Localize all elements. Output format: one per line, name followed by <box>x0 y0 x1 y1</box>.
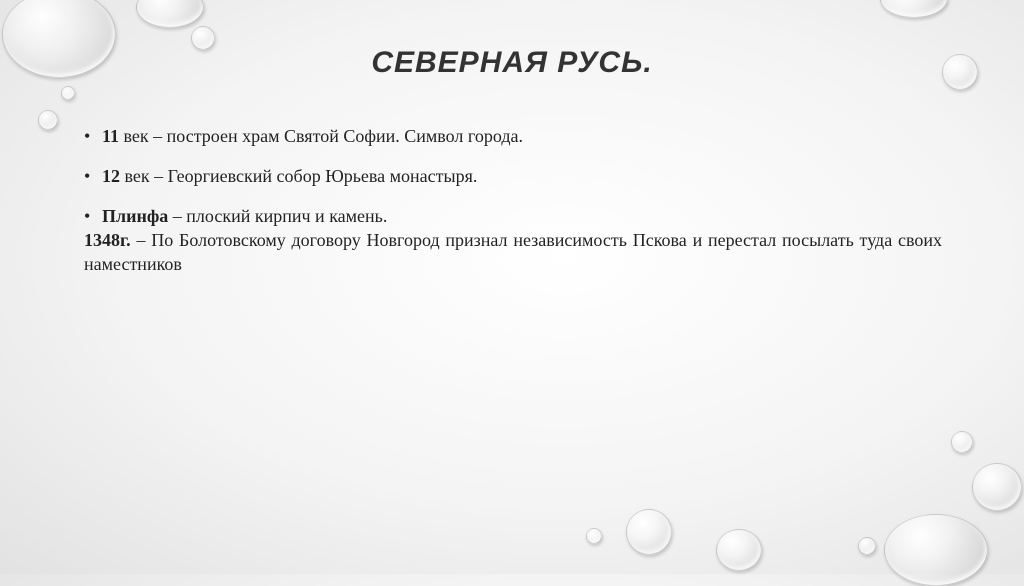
water-drop-icon <box>626 509 672 555</box>
bullet-text: век – построен храм Святой Софии. Символ города. <box>119 126 523 146</box>
bullet-dot: • <box>84 126 91 146</box>
water-drop-icon <box>880 0 948 18</box>
slide-content <box>84 124 942 276</box>
water-drop-icon <box>884 514 988 586</box>
bullet-item <box>84 164 942 188</box>
water-drop-icon <box>951 431 973 453</box>
slide-title: СЕВЕРНАЯ РУСЬ. <box>371 46 653 79</box>
water-drop-icon <box>136 0 204 28</box>
paragraph-text: – По Болотовскому договору Новгород признал независимость Пскова и перестал посылать туда своих наместников <box>84 230 942 274</box>
water-drop-icon <box>972 463 1022 511</box>
bullet-bold: 12 <box>102 166 120 186</box>
bullet-dot: • <box>84 166 91 186</box>
bullet-item <box>84 204 942 228</box>
paragraph <box>84 228 942 276</box>
bullet-text: век – Георгиевский собор Юрьева монастыря. <box>120 166 478 186</box>
water-drop-icon <box>38 110 58 130</box>
water-drop-icon <box>716 529 762 571</box>
water-drop-icon <box>586 528 602 544</box>
paragraph-bold: 1348г. <box>84 230 131 250</box>
water-drop-icon <box>858 537 876 555</box>
water-drop-icon <box>61 86 75 100</box>
bullet-item <box>84 124 942 148</box>
bullet-dot: • <box>84 206 91 226</box>
bullet-bold: 11 <box>102 126 120 146</box>
bullet-bold: Плинфа <box>102 206 169 226</box>
bullet-text: – плоский кирпич и камень. <box>168 206 388 226</box>
